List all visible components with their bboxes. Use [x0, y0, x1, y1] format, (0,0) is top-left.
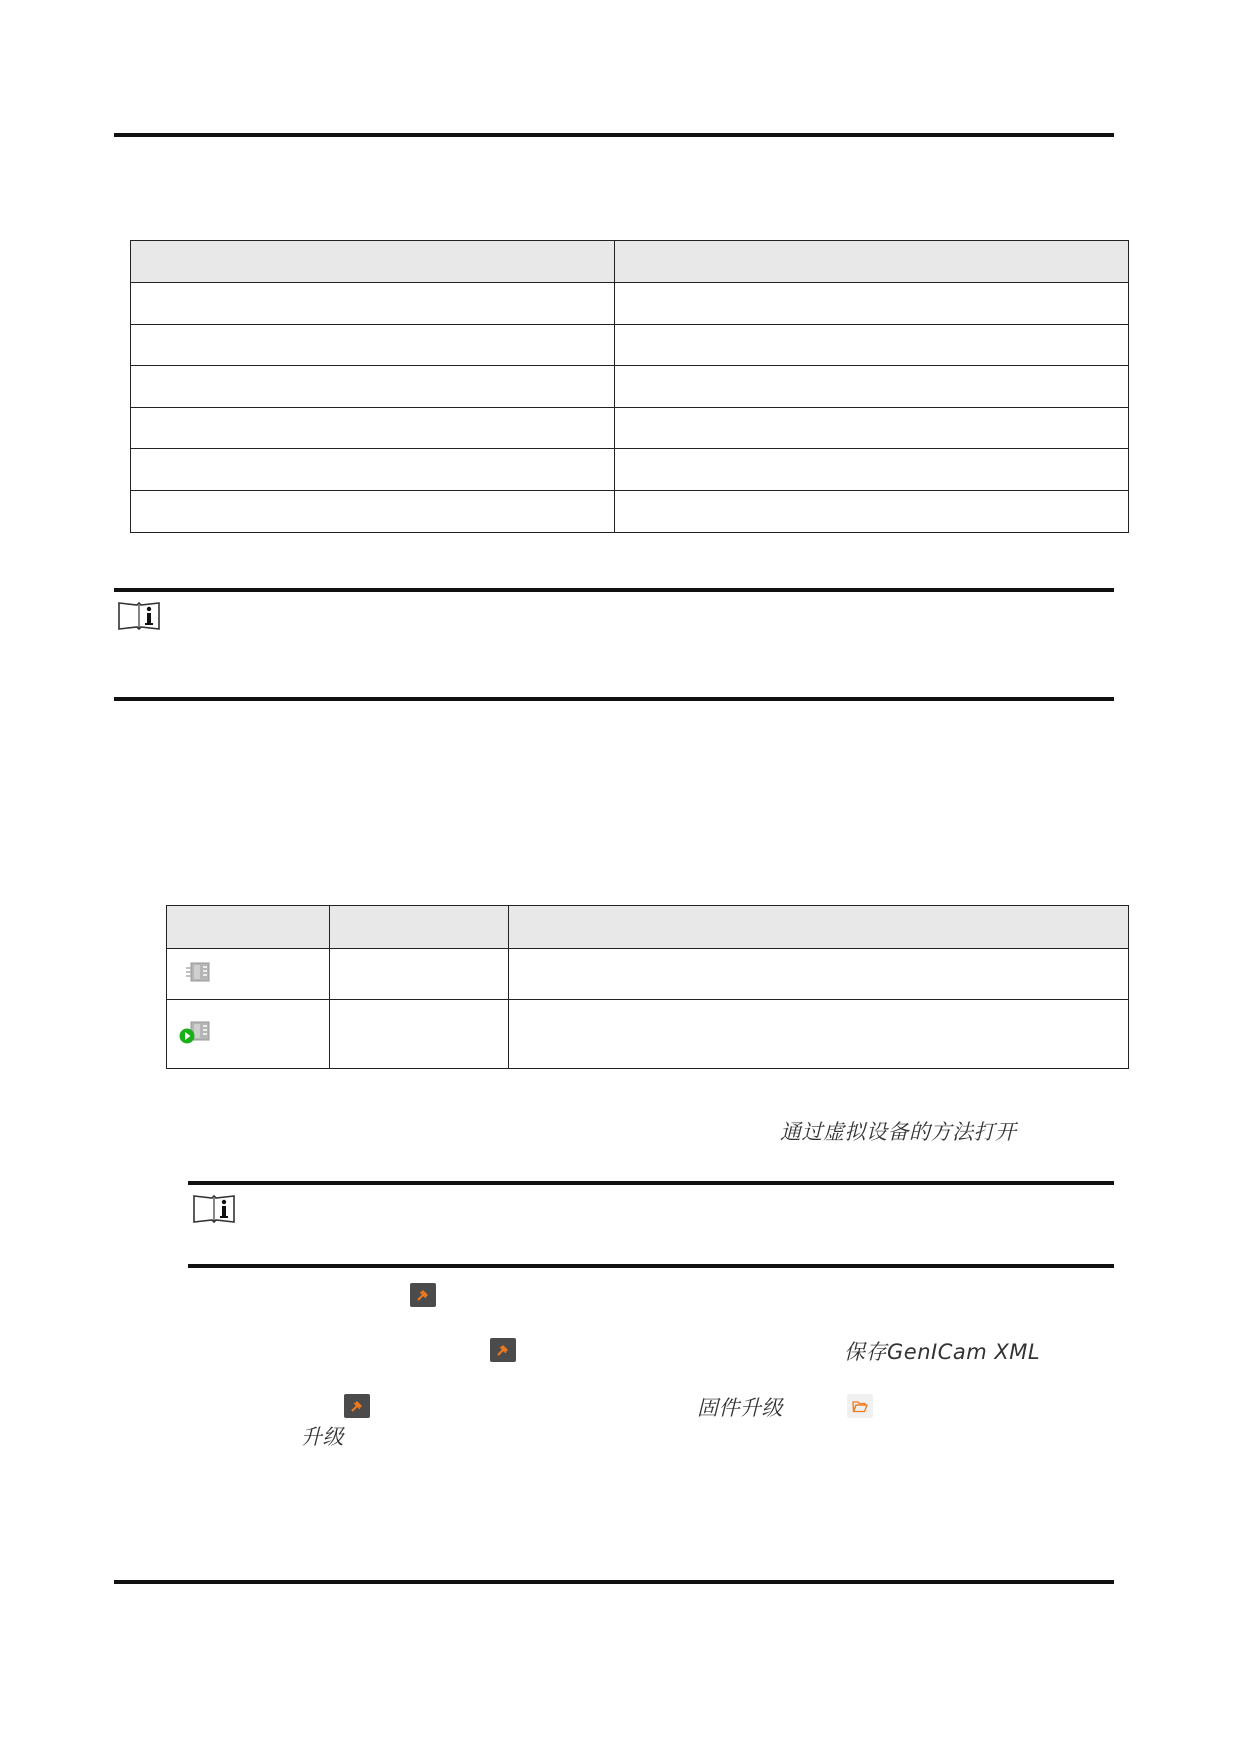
table-cell	[615, 491, 1129, 533]
table-cell	[330, 1000, 509, 1069]
table-row	[167, 949, 1129, 1000]
header-rule	[114, 133, 1114, 137]
note-bottom-rule	[114, 697, 1114, 701]
settings-menu-icon[interactable]	[490, 1338, 516, 1362]
footer-rule	[114, 1580, 1114, 1584]
table-cell	[131, 325, 615, 366]
folder-open-icon[interactable]	[847, 1394, 873, 1418]
device-status-table	[166, 905, 1129, 1069]
table-cell	[509, 949, 1129, 1000]
table-row	[131, 283, 1129, 325]
table-cell	[615, 283, 1129, 325]
note-bottom-rule	[188, 1264, 1114, 1268]
settings-menu-icon[interactable]	[410, 1283, 436, 1307]
note-info-icon	[192, 1194, 236, 1228]
virtual-device-running-icon	[179, 1019, 213, 1050]
table-row	[131, 366, 1129, 408]
table-cell	[330, 949, 509, 1000]
table-cell	[615, 408, 1129, 449]
table-cell	[167, 1000, 330, 1069]
note-top-rule	[188, 1181, 1114, 1185]
table-header-row	[131, 241, 1129, 283]
upgrade-ref: 升级	[301, 1425, 344, 1449]
table-cell	[615, 449, 1129, 491]
table-row	[167, 1000, 1129, 1069]
table-header-row	[167, 906, 1129, 949]
table-header-cell	[330, 906, 509, 949]
table-cell	[131, 449, 615, 491]
note-info-icon	[117, 601, 161, 635]
note-top-rule	[114, 588, 1114, 592]
table-header-cell	[167, 906, 330, 949]
table-cell	[167, 949, 330, 1000]
table-row	[131, 408, 1129, 449]
table-cell	[131, 491, 615, 533]
save-genicam-xml-ref: 保存GenICam XML	[844, 1340, 1041, 1364]
virtual-device-icon	[183, 961, 213, 988]
table-row	[131, 325, 1129, 366]
firmware-upgrade-ref: 固件升级	[697, 1396, 783, 1420]
table-cell	[131, 408, 615, 449]
parameter-table	[130, 240, 1129, 533]
table-row	[131, 491, 1129, 533]
table-header-cell	[131, 241, 615, 283]
table-cell	[509, 1000, 1129, 1069]
table-cell	[615, 325, 1129, 366]
table-header-cell	[509, 906, 1129, 949]
table-cell	[131, 283, 615, 325]
open-virtual-device-ref: 通过虚拟设备的方法打开	[780, 1120, 1017, 1144]
table-header-cell	[615, 241, 1129, 283]
table-cell	[131, 366, 615, 408]
table-cell	[615, 366, 1129, 408]
settings-menu-icon[interactable]	[344, 1394, 370, 1418]
table-row	[131, 449, 1129, 491]
